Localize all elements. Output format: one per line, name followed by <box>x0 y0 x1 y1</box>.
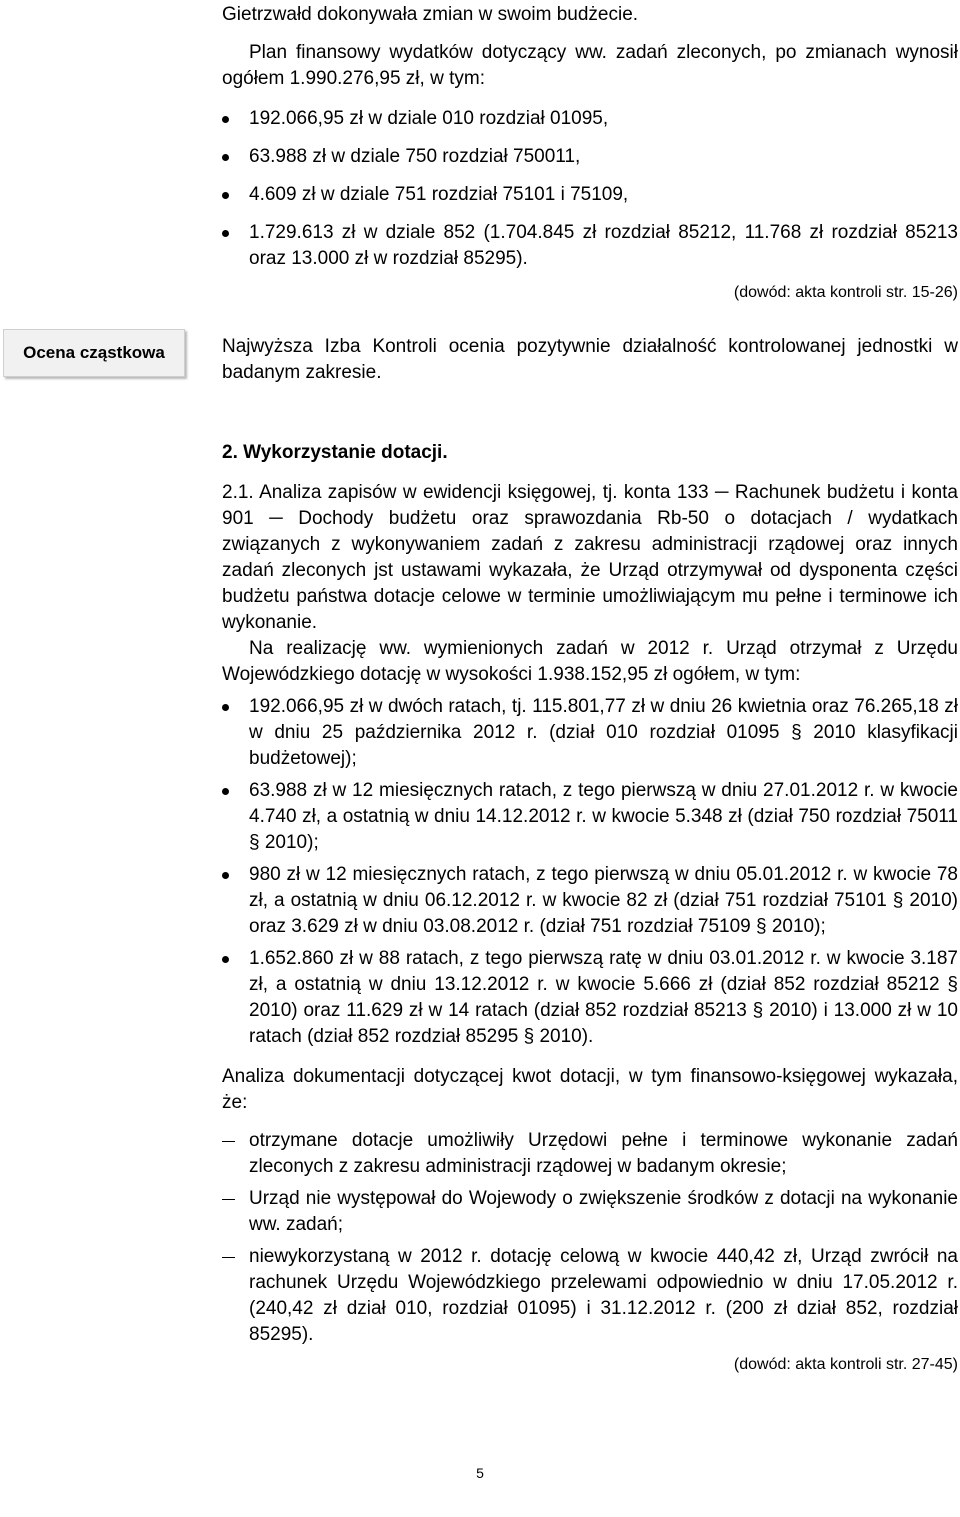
bullet-icon <box>222 872 229 879</box>
evidence-reference: (dowód: akta kontroli str. 15-26) <box>733 284 958 301</box>
bullet-icon <box>222 230 229 237</box>
side-label-text: Ocena cząstkowa <box>23 343 165 362</box>
bullet-icon <box>222 956 229 963</box>
dash-icon <box>222 1141 235 1142</box>
dash-icon <box>222 1257 235 1258</box>
bullet-icon <box>222 192 229 199</box>
list-item: Urząd nie występował do Wojewody o zwiększenie środków z dotacji na wykonanie ww. zadań; <box>222 1186 958 1238</box>
list-item: 192.066,95 zł w dwóch ratach, tj. 115.801,77 zł w dniu 26 kwietnia oraz 76.265,18 zł w dniu 25 października 2012 r. (dział 010 rozdział 01095 § 2010 klasyfikacji budżetowej); <box>222 694 958 772</box>
paragraph-plan: Plan finansowy wydatków dotyczący ww. zadań zleconych, po zmianach wynosił ogółem 1.990.276,95 zł, w tym: <box>222 42 958 89</box>
assessment-section <box>222 334 958 386</box>
evidence-reference: (dowód: akta kontroli str. 27-45) <box>733 1356 958 1373</box>
section-2 <box>222 440 958 1376</box>
list-item: 980 zł w 12 miesięcznych ratach, z tego pierwszą w dniu 05.01.2012 r. w kwocie 78 zł, a ostatnią w dniu 06.12.2012 r. w kwocie 82 zł (dział 751 rozdział 75101 § 2010) oraz 3.629 zł w dniu 03.08.2012 r. (dział 751 rozdział 75109 § 2010); <box>222 862 958 940</box>
list-item: 1.729.613 zł w dziale 852 (1.704.845 zł rozdział 85212, 11.768 zł rozdział 85213 oraz 13.000 zł w rozdział 85295). <box>222 220 958 272</box>
dash-icon <box>222 1199 235 1200</box>
page-number: 5 <box>476 1465 484 1481</box>
paragraph-analysis-summary: Analiza dokumentacji dotyczącej kwot dotacji, w tym finansowo-księgowej wykazała, że: <box>222 1066 958 1113</box>
findings-dash-list <box>222 1128 958 1348</box>
list-item: 63.988 zł w 12 miesięcznych ratach, z tego pierwszą w dniu 27.01.2012 r. w kwocie 4.740 zł, a ostatnią w dniu 14.12.2012 r. w kwocie 5.348 zł (dział 750 rozdział 75011 § 2010); <box>222 778 958 856</box>
list-item: 63.988 zł w dziale 750 rozdział 750011, <box>222 144 958 170</box>
list-item: otrzymane dotacje umożliwiły Urzędowi pełne i terminowe wykonanie zadań zleconych z zakresu administracji rządowej w badanym okresie; <box>222 1128 958 1180</box>
plan-bullet-list <box>222 106 958 272</box>
assessment-text: Najwyższa Izba Kontroli ocenia pozytywnie działalność kontrolowanej jednostki w badanym zakresie. <box>222 336 958 383</box>
list-item: 1.652.860 zł w 88 ratach, z tego pierwszą ratę w dniu 03.01.2012 r. w kwocie 3.187 zł, a ostatnią w dniu 13.12.2012 r. w kwocie 5.666 zł (dział 852 rozdział 85212 § 2010) oraz 11.629 zł w 14 ratach (dział 852 rozdział 85213 § 2010) i 13.000 zł w 10 ratach (dział 852 rozdział 85295 § 2010). <box>222 946 958 1050</box>
paragraph-budget-changes: Gietrzwałd dokonywała zmian w swoim budżecie. <box>222 4 639 25</box>
list-item: niewykorzystaną w 2012 r. dotację celową w kwocie 440,42 zł, Urząd zwrócił na rachunek Urzędu Wojewódzkiego przelewami odpowiednio w dniu 17.05.2012 r. (240,42 zł dział 010, rozdział 01095) i 31.12.2012 r. (200 zł dział 852, rozdział 85295). <box>222 1244 958 1348</box>
grant-bullet-list <box>222 694 958 1050</box>
bullet-icon <box>222 154 229 161</box>
top-section <box>222 2 958 304</box>
paragraph-analysis: 2.1. Analiza zapisów w ewidencji księgowej, tj. konta 133 ─ Rachunek budżetu i konta 901 ─ Dochody budżetu oraz sprawozdania Rb-50 o dotacjach / wydatkach związanych z wykonywaniem zadań z zakresu administracji rządowej oraz innych zadań zleconych jst ustawami wykazała, że Urząd otrzymywał od dysponenta części budżetu państwa dotacje celowe w terminie umożliwiającym mu pełne i terminowe ich wykonanie. <box>222 482 958 633</box>
list-item: 192.066,95 zł w dziale 010 rozdział 01095, <box>222 106 958 132</box>
side-label-box <box>3 329 185 377</box>
bullet-icon <box>222 788 229 795</box>
bullet-icon <box>222 704 229 711</box>
section-heading: 2. Wykorzystanie dotacji. <box>222 442 448 463</box>
paragraph-grant: Na realizację ww. wymienionych zadań w 2012 r. Urząd otrzymał z Urzędu Wojewódzkiego dotację w wysokości 1.938.152,95 zł ogółem, w tym: <box>222 638 958 685</box>
bullet-icon <box>222 116 229 123</box>
list-item: 4.609 zł w dziale 751 rozdział 75101 i 75109, <box>222 182 958 208</box>
